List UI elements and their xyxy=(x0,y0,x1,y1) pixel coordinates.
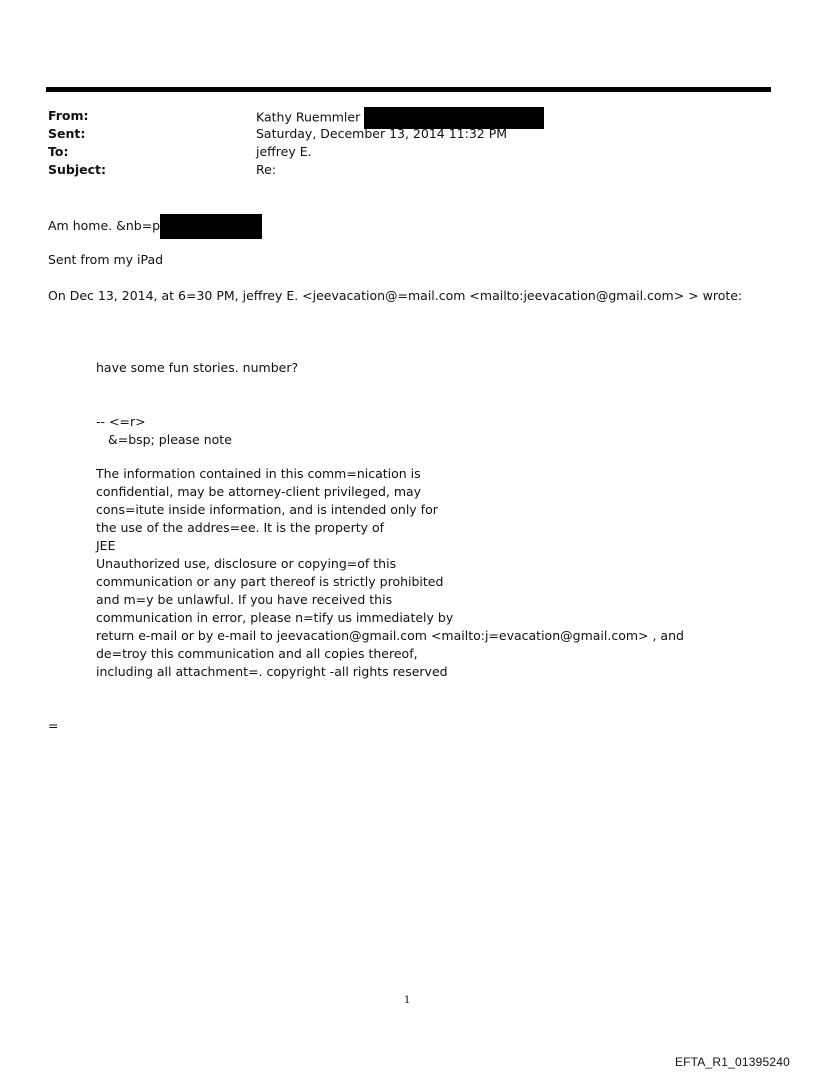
quoted-line: have some fun stories. number? xyxy=(96,360,299,375)
disclaimer-line: cons=itute inside information, and is intended only for xyxy=(96,502,438,517)
body-text-home: Am home. &nb=p xyxy=(48,218,161,233)
disclaimer-line: The information contained in this comm=nication is xyxy=(96,466,421,481)
redaction-block xyxy=(160,214,262,239)
to-label: To: xyxy=(48,144,69,159)
to-value: jeffrey E. xyxy=(256,144,312,159)
header-subject-row xyxy=(48,161,768,179)
header-rule xyxy=(46,87,771,92)
disclaimer-line: communication or any part thereof is strictly prohibited xyxy=(96,574,444,589)
from-name: Kathy Ruemmler xyxy=(256,109,361,125)
disclaimer-line: de=troy this communication and all copies thereof, xyxy=(96,646,418,661)
disclaimer-line: Unauthorized use, disclosure or copying=of this xyxy=(96,556,397,571)
trailing-equals: = xyxy=(48,718,59,733)
header-sent-row xyxy=(48,125,768,143)
signature-line-1: -- <=r> xyxy=(96,414,146,429)
document-id: EFTA_R1_01395240 xyxy=(674,1055,790,1069)
disclaimer-line: and m=y be unlawful. If you have received this xyxy=(96,592,393,607)
sent-value: Saturday, December 13, 2014 11:32 PM xyxy=(256,126,508,141)
disclaimer-block xyxy=(96,465,684,681)
body-line-ipad: Sent from my iPad xyxy=(48,252,164,267)
subject-value: Re: xyxy=(256,162,277,177)
subject-label: Subject: xyxy=(48,162,106,177)
page-number: 1 xyxy=(404,995,411,1006)
disclaimer-line: return e-mail or by e-mail to jeevacation@gmail.com <mailto:j=evacation@gmail.com> , and xyxy=(96,628,684,643)
header-from-row xyxy=(48,107,768,125)
body-line-home xyxy=(48,214,262,239)
signature-line-2: &=bsp; please note xyxy=(108,432,232,447)
header-to-row xyxy=(48,143,768,161)
from-label: From: xyxy=(48,108,89,123)
disclaimer-line: including all attachment=. copyright -all rights reserved xyxy=(96,664,448,679)
disclaimer-line: communication in error, please n=tify us immediately by xyxy=(96,610,454,625)
body-line-wrote: On Dec 13, 2014, at 6=30 PM, jeffrey E. <jeevacation@=mail.com <mailto:jeevacation@gmail.com> > wrote: xyxy=(48,288,743,303)
disclaimer-line: the use of the addres=ee. It is the property of xyxy=(96,520,385,535)
disclaimer-line: confidential, may be attorney-client privileged, may xyxy=(96,484,422,499)
sent-label: Sent: xyxy=(48,126,86,141)
disclaimer-line: JEE xyxy=(96,538,116,553)
